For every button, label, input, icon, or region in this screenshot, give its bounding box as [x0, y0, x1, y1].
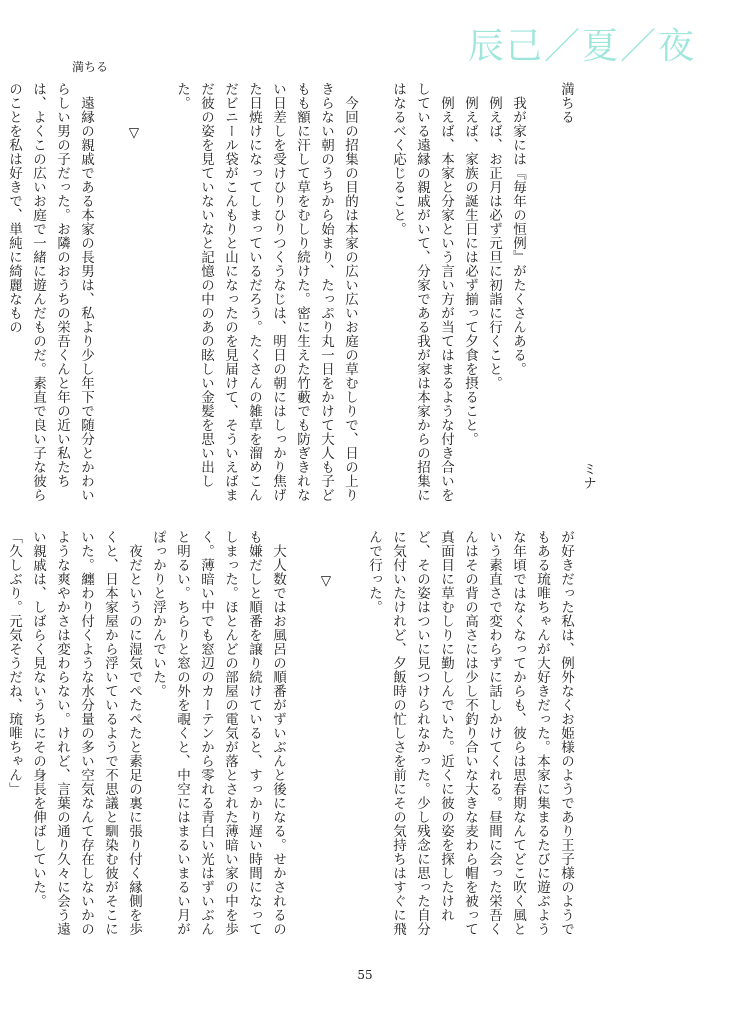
paragraph: 我が家には『毎年の恒例』がたくさんある。 — [510, 95, 526, 376]
header-title: 辰己／夏／夜 — [467, 26, 696, 67]
scene-break-marker: ▽ — [318, 573, 334, 590]
paragraph: 遠縁の親戚である本家の長男は、私より少し年下で随分とかわいらしい男の子だった。お隣のおうちの栄吾くんと年の近い私たちは、よくこの広いお庭で一緒に遊んだものだ。素直で良い子な彼らのことを私は好きで、単純に綺麗なもの — [6, 82, 94, 502]
blank-line — [98, 82, 122, 502]
upper-text-column — [2, 82, 578, 502]
paragraph: 夜だというのに湿気でぺたぺたと素足の裏に張り付く縁側を歩くと、日本家屋から浮いているようで不思議と馴染む彼がそこにいた。纏わり付くような水分量の多い空気なんて存在しないかのような爽やかさは変わらない。けれど、言葉の通り久々に会う遠い親戚は、しばらく見ないうちにその身長を伸ばしていた。 — [30, 530, 142, 936]
scene-break-marker: ▽ — [126, 125, 142, 142]
blank-line — [338, 530, 362, 940]
author-credit — [576, 462, 600, 502]
paragraph: 例えば、家族の誕生日には必ず揃って夕食を摂ること。 — [462, 95, 478, 446]
blank-line — [146, 82, 170, 502]
paragraph: 大人数ではお風呂の順番がずいぶんと後になる。せかされるのも嫌だしと順番を譲り続けていると、すっかり遅い時間になってしまった。ほとんどの部屋の電気が落とされた薄暗い家の中を歩く。薄暗い中でも窓辺のカーテンから零れる青白い光はずいぶんと明るい。ちらりと窓の外を覗くと、中空にはまるいまるい月がぽっかりと浮かんでいた。 — [150, 530, 286, 936]
blank-line — [362, 82, 386, 502]
blank-line — [290, 530, 314, 940]
dialogue-line: 「久しぶり。元気そうだね、琉唯ちゃん」 — [6, 530, 22, 796]
running-head: 満ちる — [72, 60, 109, 74]
paragraph: 今回の招集の目的は本家の広い広いお庭の草むしりで、日の上りきらない朝のうちから始まり、たっぷり丸一日をかけて大人も子どもも額に汗して草をむしり続けた。密に生えた竹藪でも防ぎきれない日差しを受けひりひりつくうなじは、明日の朝にはしっかり焦げた日焼けになってしまっているだろう。たくさんの雑草を溜めこんだビニール袋がこんもりと山になったのを見届けて、そういえばまだ彼の姿を見ていないなと記憶の中のあの眩しい金髪を思い出した。 — [174, 82, 358, 502]
paragraph: 例えば、お正月は必ず元旦に初詣に行くこと。 — [486, 95, 502, 390]
page-number: 55 — [357, 968, 373, 982]
author-name: ミナ — [580, 462, 596, 490]
lower-text-column — [2, 530, 578, 940]
paragraph: 例えば、本家と分家という言い方が当てはまるような付き合いをしている遠縁の親戚がいて、分家である我が家は本家からの招集にはなるべく応じること。 — [390, 82, 454, 502]
blank-line — [530, 82, 554, 502]
story-title: 満ちる — [558, 82, 574, 124]
paragraph: が好きだった私は、例外なくお姫様のようであり王子様のようでもある琉唯ちゃんが大好きだった。本家に集まるたびに遊ぶような年頃ではなくなってからも、彼らは思春期なんてどこ吹く風という素直さで変わらずに話しかけてくれる。昼間に会った栄吾くんはその背の高さには少し不釣り合いな大きな麦わら帽を被って真面目に草むしりに勤しんでいた。近くに彼の姿を探したけれど、その姿はついに見つけられなかった。少し残念に思った自分に気付いたけれど、夕飯時の忙しさを前にその気持ちはすぐに飛んで行った。 — [366, 530, 574, 936]
